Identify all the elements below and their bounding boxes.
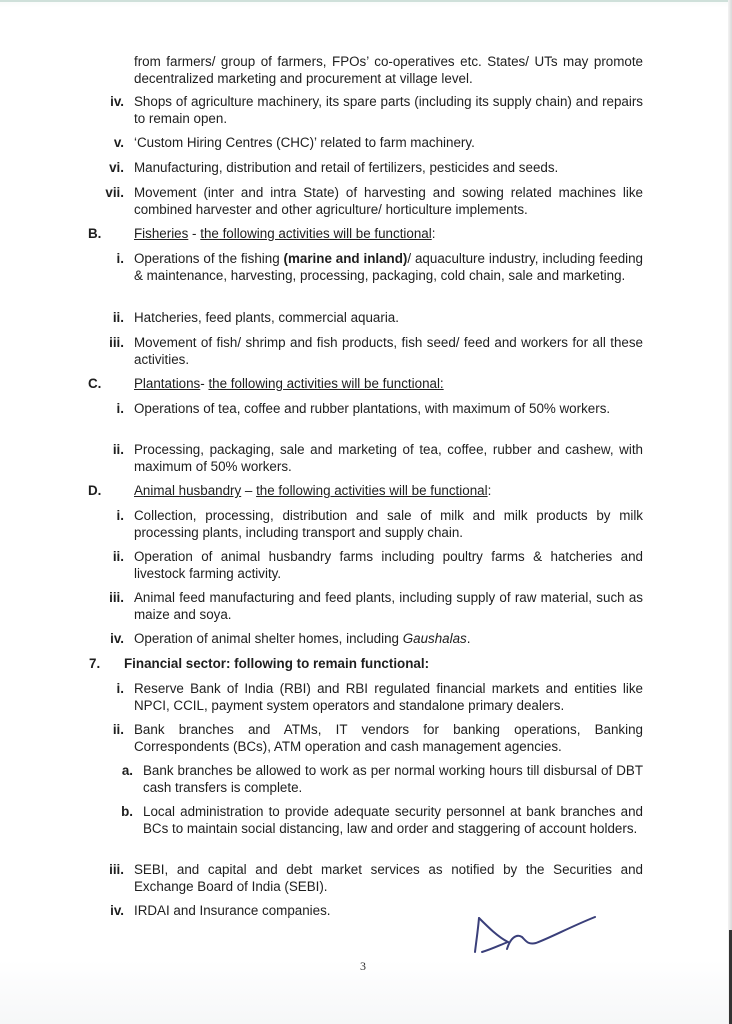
- section-subtitle: the following activities will be functional: [200, 226, 432, 241]
- item-label: vi.: [109, 160, 124, 175]
- item-label: iv.: [110, 903, 124, 918]
- section-title-main: Fisheries: [134, 226, 189, 241]
- separator: -: [188, 226, 201, 241]
- item-label: iv.: [110, 94, 124, 109]
- section-title: [134, 225, 643, 242]
- item-text: Processing, packaging, sale and marketing of tea, coffee, rubber and cashew, with maximum of 50% workers.: [134, 442, 643, 474]
- subitem-text: Local administration to provide adequate security personnel at bank branches and BCs to maintain social distancing, law and order and staggering of account holders.: [143, 804, 643, 836]
- item-label: iii.: [109, 862, 124, 877]
- section-title: [134, 482, 643, 499]
- item-text: Animal feed manufacturing and feed plants, including supply of raw material, such as maize and soya.: [134, 590, 643, 622]
- section-title: [134, 375, 643, 392]
- item-text: Reserve Bank of India (RBI) and RBI regulated financial markets and entities like NPCI, CCIL, payment system operators and standalone primary dealers.: [134, 681, 643, 713]
- item-text: [134, 630, 643, 647]
- item-text: IRDAI and Insurance companies.: [134, 903, 331, 918]
- item-label: vii.: [105, 185, 124, 200]
- separator: –: [241, 483, 257, 498]
- item-text: Operation of animal husbandry farms including poultry farms & hatcheries and livestock farming activity.: [134, 549, 643, 581]
- text-part: / aquaculture industry, including feeding & maintenance, harvesting, processing, packaging, cold chain, sale and marketing.: [134, 251, 644, 283]
- subitem-text: Bank branches be allowed to work as per normal working hours till disbursal of DBT cash transfers is complete.: [143, 763, 643, 795]
- item-label: ii.: [112, 442, 124, 457]
- signature-icon: [470, 905, 610, 970]
- section-title-main: Plantations: [134, 376, 201, 391]
- item-label: ii.: [112, 310, 124, 325]
- section-label: C.: [88, 376, 102, 391]
- subitem-label: a.: [121, 763, 133, 778]
- scan-right-edge: [728, 0, 732, 1024]
- item-label: i.: [116, 251, 124, 266]
- item-text: Bank branches and ATMs, IT vendors for banking operations, Banking Correspondents (BCs), ATM operation and cash management agencies.: [134, 722, 643, 754]
- item-text: Movement (inter and intra State) of harvesting and sowing related machines like combined harvester and other agriculture/ horticulture implements.: [134, 185, 643, 217]
- page-number: 3: [360, 959, 366, 973]
- section-label: D.: [88, 483, 102, 498]
- item-text: SEBI, and capital and debt market services as notified by the Securities and Exchange Board of India (SEBI).: [134, 862, 643, 894]
- subitem-label: b.: [121, 804, 133, 819]
- scan-top-edge: [0, 0, 732, 2]
- item-label: i.: [116, 508, 124, 523]
- item-label: i.: [116, 401, 124, 416]
- item-label: iv.: [110, 631, 124, 646]
- item-label: i.: [116, 681, 124, 696]
- item-text: [134, 250, 643, 284]
- item-text: Collection, processing, distribution and sale of milk and milk products by milk processing plants, including transport and supply chain.: [134, 508, 643, 540]
- text-part: Operation of animal shelter homes, including: [134, 631, 403, 646]
- item-text: Hatcheries, feed plants, commercial aquaria.: [134, 310, 399, 325]
- item-text: Manufacturing, distribution and retail of fertilizers, pesticides and seeds.: [134, 160, 559, 175]
- text-italic: Gaushalas: [402, 631, 467, 646]
- text-bold: (marine and inland): [283, 251, 408, 266]
- section-subtitle: the following activities will be functional:: [208, 376, 444, 391]
- item-label: ii.: [112, 722, 124, 737]
- section-title: Financial sector: following to remain functional:: [124, 656, 430, 671]
- item-label: ii.: [112, 549, 124, 564]
- section-label: B.: [88, 226, 102, 241]
- section-subtitle: the following activities will be functional: [256, 483, 488, 498]
- item-label: v.: [113, 135, 124, 150]
- item-label: iii.: [109, 335, 124, 350]
- item-text: Shops of agriculture machinery, its spare parts (including its supply chain) and repairs to remain open.: [134, 94, 643, 126]
- section-title-main: Animal husbandry: [134, 483, 242, 498]
- separator: -: [200, 376, 209, 391]
- text-part: .: [466, 631, 471, 646]
- paragraph-text: from farmers/ group of farmers, FPOs’ co-operatives etc. States/ UTs may promote decentralized marketing and procurement at village level.: [134, 54, 643, 86]
- colon: :: [487, 483, 492, 498]
- item-text: Operations of tea, coffee and rubber plantations, with maximum of 50% workers.: [134, 401, 611, 416]
- item-text: ‘Custom Hiring Centres (CHC)’ related to farm machinery.: [134, 135, 475, 150]
- text-part: Operations of the fishing: [134, 251, 284, 266]
- colon: :: [431, 226, 436, 241]
- item-text: Movement of fish/ shrimp and fish products, fish seed/ feed and workers for all these activities.: [134, 335, 643, 367]
- item-label: iii.: [109, 590, 124, 605]
- section-label: 7.: [89, 656, 101, 671]
